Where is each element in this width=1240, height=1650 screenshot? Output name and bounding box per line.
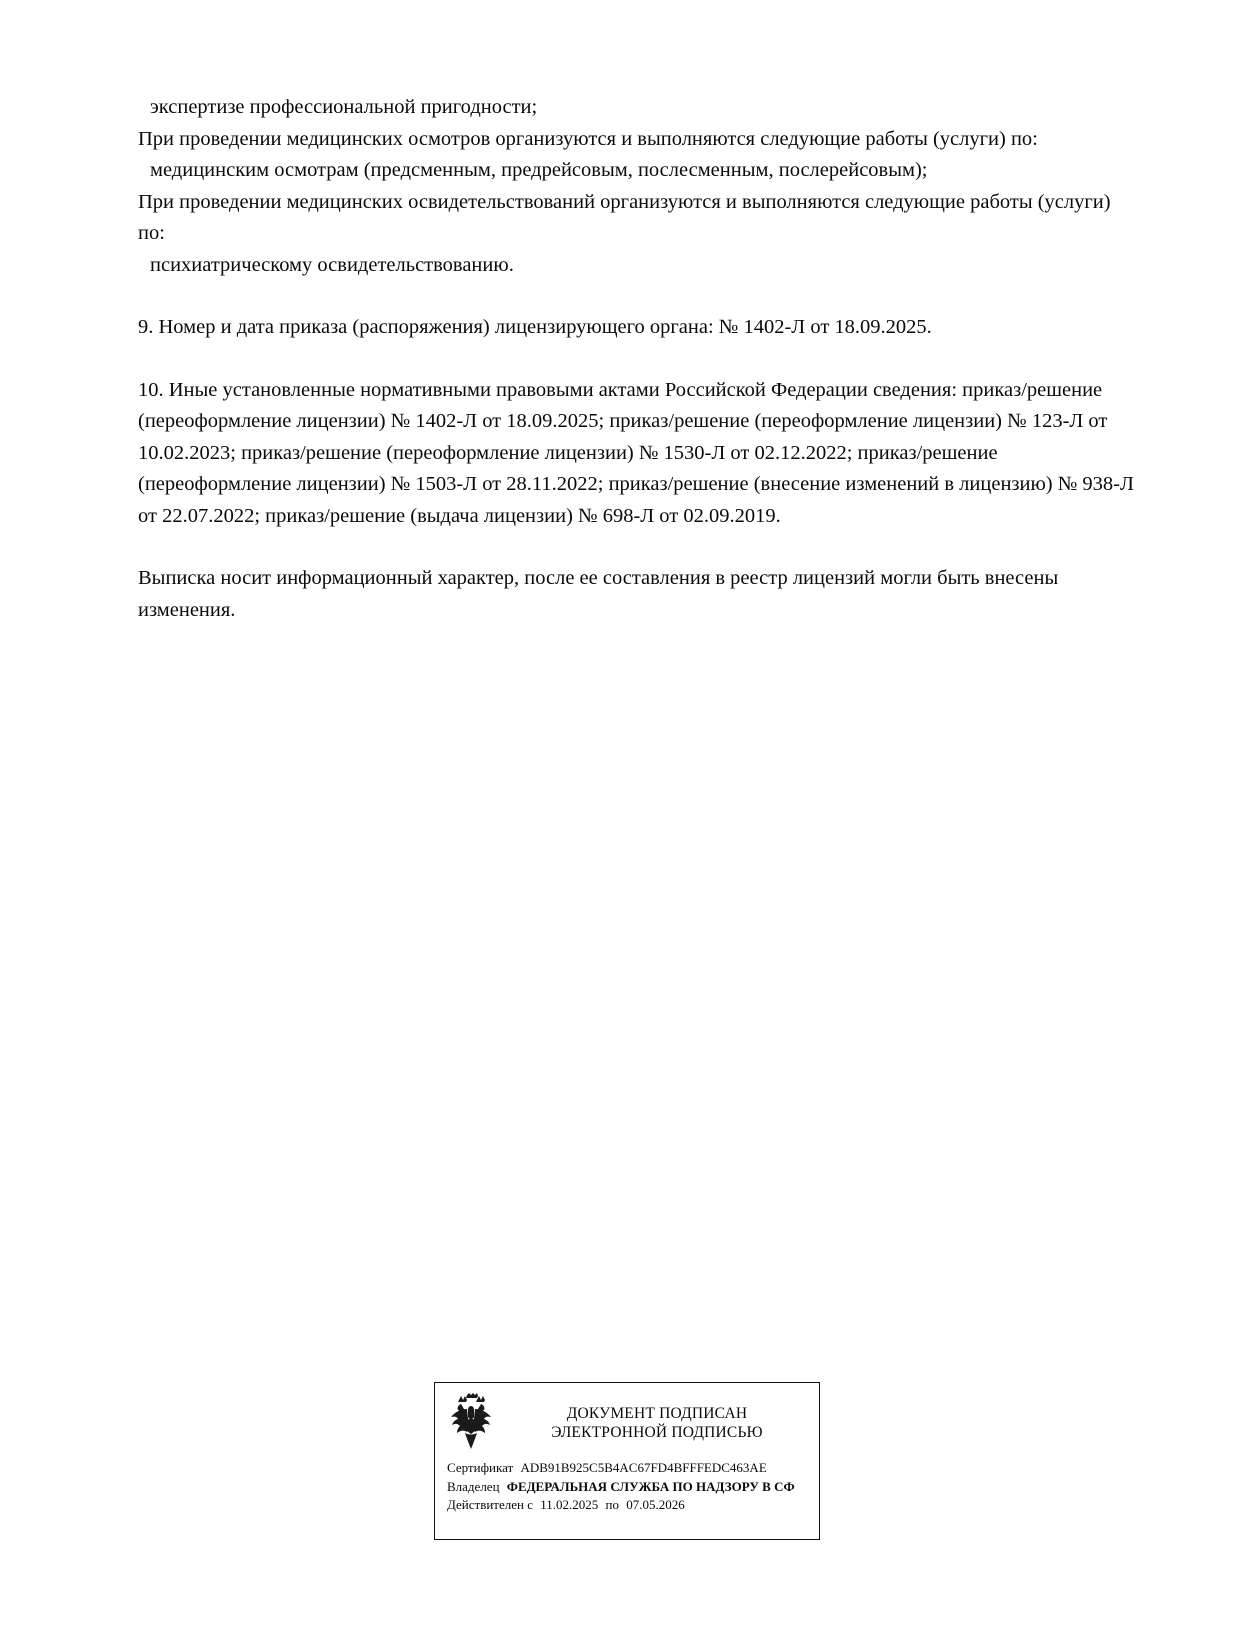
stamp-owner-row	[447, 1478, 819, 1497]
spacer	[138, 532, 1138, 563]
stamp-certificate-row	[447, 1459, 819, 1478]
paragraph-medical-examinations: При проведении медицинских осмотров организуются и выполняются следующие работы (услуги) по:	[138, 127, 1038, 150]
double-headed-eagle-emblem-icon	[445, 1393, 497, 1453]
electronic-signature-stamp	[434, 1382, 820, 1540]
stamp-validity-from: 11.02.2025	[540, 1497, 599, 1512]
section-9-order-number-and-date: 9. Номер и дата приказа (распоряжения) лицензирующего органа: № 1402-Л от 18.09.2025.	[138, 316, 932, 338]
stamp-details	[435, 1457, 819, 1515]
stamp-validity-label: Действителен с	[447, 1497, 533, 1512]
spacer	[138, 281, 1138, 312]
stamp-owner-value: ФЕДЕРАЛЬНАЯ СЛУЖБА ПО НАДЗОРУ В СФ	[506, 1478, 795, 1494]
list-item-expertise: экспертизе профессиональной пригодности;	[150, 96, 538, 118]
list-item-psychiatric-certification: психиатрическому освидетельствованию.	[150, 253, 514, 276]
stamp-header	[435, 1383, 819, 1457]
stamp-title	[503, 1404, 811, 1442]
stamp-certificate-value: ADB91B925C5B4AC67FD4BFFFEDC463AE	[520, 1460, 767, 1475]
spacer	[138, 344, 1138, 375]
stamp-validity-to: 07.05.2026	[626, 1497, 685, 1512]
stamp-validity-row	[447, 1496, 819, 1515]
stamp-certificate-label: Сертификат	[447, 1460, 514, 1475]
paragraph-medical-certifications: При проведении медицинских освидетельствований организуются и выполняются следующие работы (услуги) по:	[138, 190, 1111, 244]
stamp-title-line-1: ДОКУМЕНТ ПОДПИСАН	[566, 1405, 748, 1422]
stamp-validity-to-label: по	[605, 1497, 619, 1512]
informational-disclaimer: Выписка носит информационный характер, после ее составления в реестр лицензий могли быть внесены изменения.	[138, 567, 1059, 621]
stamp-owner-label: Владелец	[447, 1478, 500, 1494]
list-item-medical-examinations: медицинским осмотрам (предсменным, предрейсовым, послесменным, послерейсовым);	[150, 159, 928, 181]
document-body	[138, 92, 1138, 626]
section-10-other-information: 10. Иные установленные нормативными правовыми актами Российской Федерации сведения: приказ/решение (переоформление лицензии) № 1402-Л от 18.09.2025; приказ/решение (переоформление лицензии) № 123-Л от 10.02.2023; приказ/решение (переоформление лицензии) № 1530-Л от 02.12.2022; приказ/решение (переоформление лицензии) № 1503-Л от 28.11.2022; приказ/решение (внесение изменений в лицензию) № 938-Л от 22.07.2022; приказ/решение (выдача лицензии) № 698-Л от 02.09.2019.	[138, 378, 1134, 527]
stamp-title-line-2: ЭЛЕКТРОННОЙ ПОДПИСЬЮ	[551, 1424, 763, 1441]
